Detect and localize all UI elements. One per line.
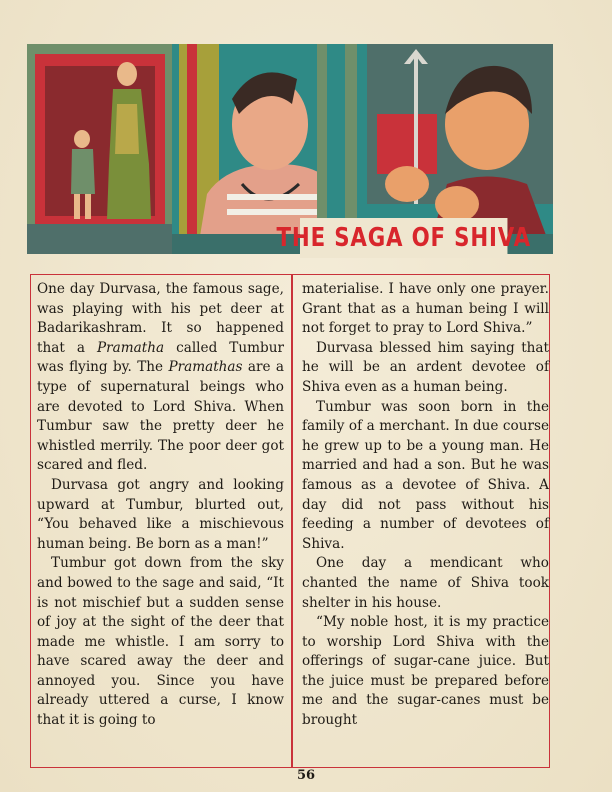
paragraph <box>302 613 549 731</box>
paragraph <box>302 339 549 398</box>
right-column <box>302 280 549 731</box>
story-title: THE SAGA OF SHIVA <box>300 218 507 258</box>
column-divider <box>291 274 293 768</box>
italic-term: Pramathas <box>168 359 243 376</box>
paragraph-text: One day a mendicant who chanted the name of Shiva took shelter in his house. <box>302 555 549 611</box>
paragraph-text: called Tumbur was flying by. The <box>37 339 284 376</box>
paragraph-text: are a type of supernatural beings who are devoted to Lord Shiva. When Tumbur saw the pretty deer he whistled merrily. The poor deer got scared and fled. <box>37 359 284 474</box>
paragraph <box>302 280 549 339</box>
paragraph-text: “My noble host, it is my practice to worship Lord Shiva with the offerings of sugar-cane juice. But the juice must be prepared before me and the sugar-canes must be brought <box>302 614 549 729</box>
paragraph <box>37 476 284 554</box>
paragraph <box>37 280 284 476</box>
paragraph <box>37 554 284 730</box>
left-column <box>37 280 284 731</box>
page-number: 56 <box>296 768 316 783</box>
paragraph-text: One day Durvasa, the famous sage, was playing with his pet deer at Badarikashram. It so happened that a <box>37 281 284 356</box>
paragraph-text: Durvasa got angry and looking upward at Tumbur, blurted out, “You behaved like a mischievous human being. Be born as a man!” <box>37 476 284 552</box>
paragraph-text: Durvasa blessed him saying that he will be an ardent devotee of Shiva even as a human being. <box>302 339 549 395</box>
paragraph-text: Tumbur was soon born in the family of a merchant. In due course he grew up to be a young man. He married and had a son. But he was famous as a devotee of Shiva. A day did not pass without his feeding a number of devotees of Shiva. <box>302 398 549 552</box>
paragraph <box>302 398 549 555</box>
paragraph <box>302 554 549 613</box>
paragraph-text: Tumbur got down from the sky and bowed to the sage and said, “It is not mischief but a sudden sense of joy at the sight of the deer that made me whistle. I am sorry to have scared away the deer and annoyed you. Since you have already uttered a curse, I know that it is going to <box>37 555 284 729</box>
paragraph-text: materialise. I have only one prayer. Grant that as a human being I will not forget to pray to Lord Shiva.” <box>302 281 549 337</box>
italic-term: Pramatha <box>96 339 165 356</box>
